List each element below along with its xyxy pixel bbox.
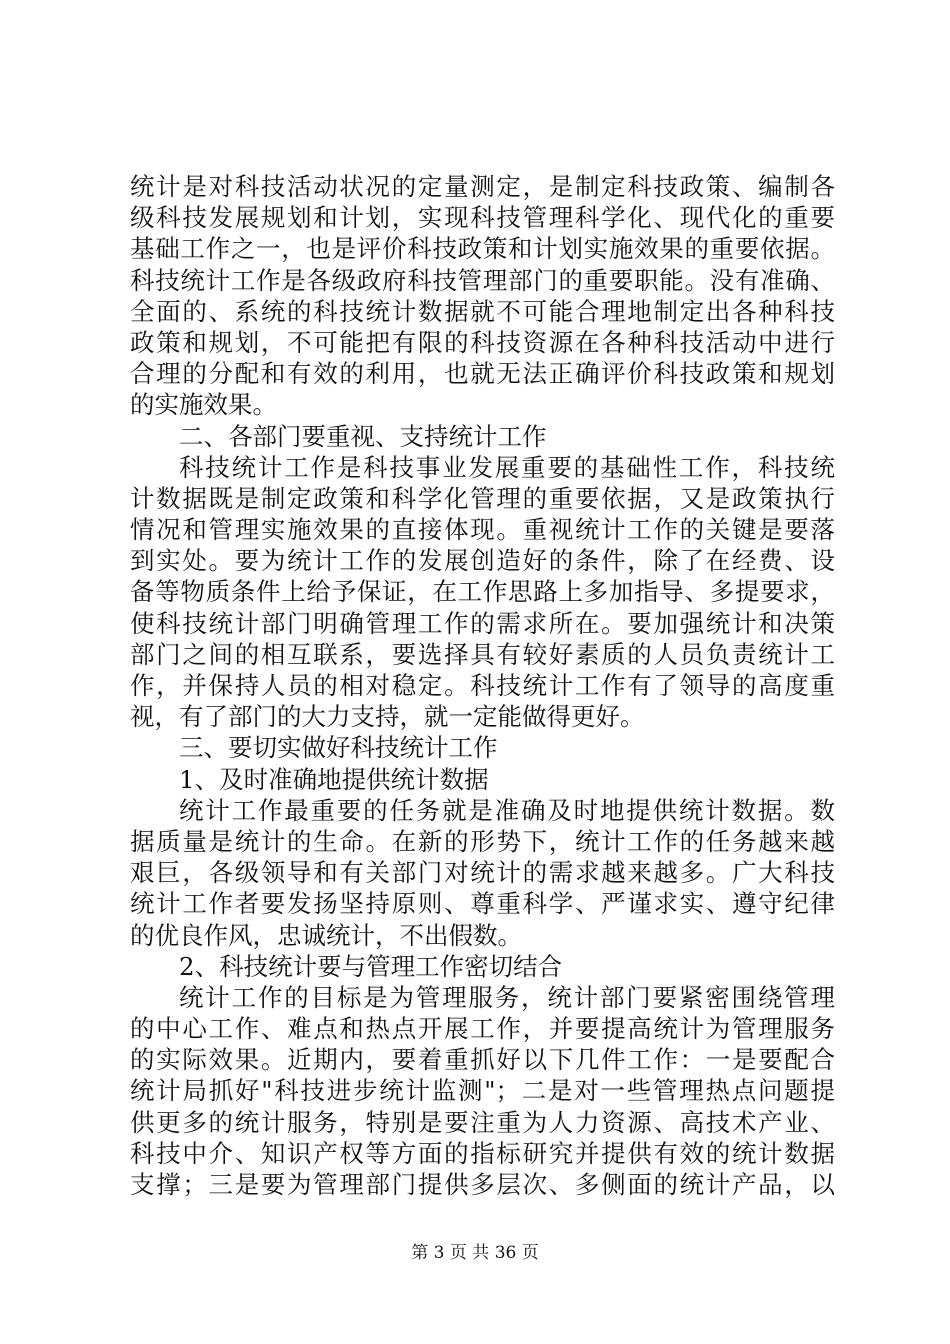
text-line: 全面的、系统的科技统计数据就不可能合理地制定出各种科技	[130, 296, 835, 326]
text-line: 的实际效果。近期内，要着重抓好以下几件工作：一是要配合	[130, 1045, 835, 1075]
text-line: 计数据既是制定政策和科学化管理的重要依据，又是政策执行	[130, 483, 835, 513]
text-line: 科技统计工作是各级政府科技管理部门的重要职能。没有准确、	[130, 265, 835, 295]
paragraph-section-3-2	[130, 982, 835, 1200]
text-line: 统计工作者要发扬坚持原则、尊重科学、严谨求实、遵守纪律	[130, 889, 835, 919]
text-line: 支撑；三是要为管理部门提供多层次、多侧面的统计产品，以	[130, 1170, 835, 1199]
document-body	[130, 171, 835, 1200]
page-number-footer: 第 3 页 共 36 页	[411, 1243, 539, 1263]
text-line: 视，有了部门的大力支持，就一定能做得更好。	[130, 702, 645, 732]
text-line: 使科技统计部门明确管理工作的需求所在。要加强统计和决策	[130, 608, 835, 638]
text-line: 合理的分配和有效的利用，也就无法正确评价科技政策和规划	[130, 359, 835, 389]
text-line: 政策和规划，不可能把有限的科技资源在各种科技活动中进行	[130, 327, 835, 357]
text-line: 的中心工作、难点和热点开展工作，并要提高统计为管理服务	[130, 1014, 835, 1044]
text-line: 艰巨，各级领导和有关部门对统计的需求越来越多。广大科技	[130, 858, 835, 888]
text-line: 据质量是统计的生命。在新的形势下，统计工作的任务越来越	[130, 826, 835, 856]
paragraph-intro	[130, 171, 835, 421]
text-line: 的实施效果。	[130, 390, 277, 420]
text-line: 到实处。要为统计工作的发展创造好的条件，除了在经费、设	[130, 546, 835, 576]
subsection-heading-3-1: 1、及时准确地提供统计数据	[179, 764, 489, 794]
paragraph-section-3-1	[130, 795, 835, 951]
section-heading-3: 三、要切实做好科技统计工作	[179, 733, 498, 763]
text-line: 统计是对科技活动状况的定量测定，是制定科技政策、编制各	[130, 172, 835, 201]
text-line: 情况和管理实施效果的直接体现。重视统计工作的关键是要落	[130, 515, 835, 545]
text-line: 作，并保持人员的相对稳定。科技统计工作有了领导的高度重	[130, 671, 835, 700]
text-line: 统计工作最重要的任务就是准确及时地提供统计数据。数	[179, 795, 835, 825]
paragraph-section-2	[130, 452, 835, 733]
text-line: 统计局抓好"科技进步统计监测"；二是对一些管理热点问题提	[130, 1076, 835, 1106]
text-line: 部门之间的相互联系，要选择具有较好素质的人员负责统计工	[130, 639, 835, 669]
text-line: 的优良作风，忠诚统计，不出假数。	[130, 920, 522, 950]
text-line: 基础工作之一，也是评价科技政策和计划实施效果的重要依据。	[130, 234, 835, 264]
text-line: 科技统计工作是科技事业发展重要的基础性工作，科技统	[179, 452, 835, 482]
text-line: 科技中介、知识产权等方面的指标研究并提供有效的统计数据	[130, 1138, 835, 1168]
text-line: 级科技发展规划和计划，实现科技管理科学化、现代化的重要	[130, 203, 835, 233]
text-line: 备等物质条件上给予保证，在工作思路上多加指导、多提要求，	[130, 577, 835, 607]
text-line: 供更多的统计服务，特别是要注重为人力资源、高技术产业、	[130, 1107, 835, 1137]
text-line: 统计工作的目标是为管理服务，统计部门要紧密围绕管理	[179, 982, 835, 1012]
section-heading-2: 二、各部门要重视、支持统计工作	[179, 421, 547, 451]
subsection-heading-3-2: 2、科技统计要与管理工作密切结合	[179, 951, 563, 981]
